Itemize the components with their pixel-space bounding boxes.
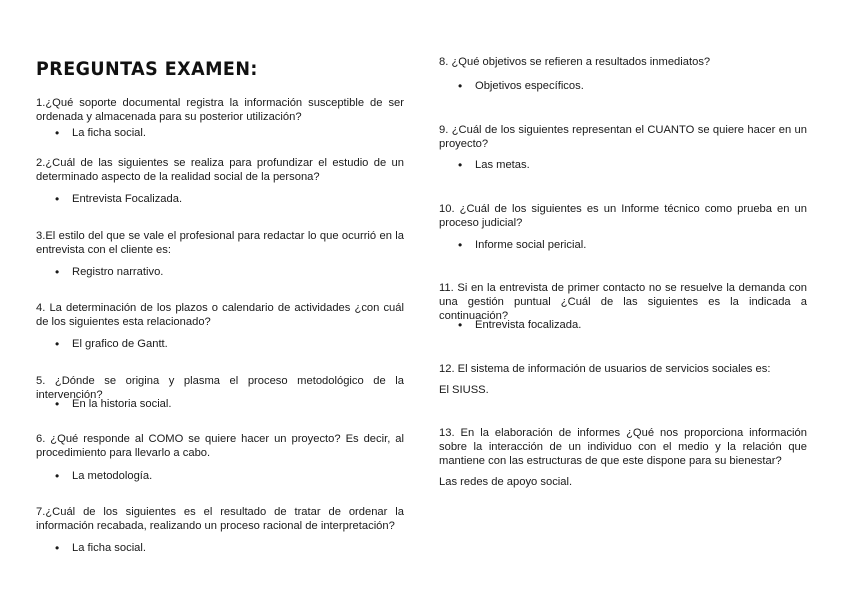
answer-text: Las metas. [475,159,530,171]
answer-text: En la historia social. [72,398,172,410]
answer-7 [55,541,147,555]
question-7: 7.¿Cuál de los siguientes es el resultado de tratar de ordenar la información recabada, realizando un proceso racional de interpretación? [36,506,404,532]
answer-2 [55,192,183,206]
answer-6 [55,469,153,483]
question-9: 9. ¿Cuál de los siguientes representan el CUANTO se quiere hacer en un proyecto? [439,124,807,150]
question-6: 6. ¿Qué responde al COMO se quiere hacer un proyecto? Es decir, al procedimiento para llevarlo a cabo. [36,433,404,459]
answer-11 [458,318,582,332]
bullet-icon: • [55,126,60,140]
question-12: 12. El sistema de información de usuarios de servicios sociales es: [439,363,771,375]
question-3: 3.El estilo del que se vale el profesional para redactar lo que ocurrió en la entrevista con el cliente es: [36,230,404,256]
bullet-icon: • [55,265,60,279]
question-10: 10. ¿Cuál de los siguientes es un Informe técnico como prueba en un proceso judicial? [439,203,807,229]
answer-10 [458,238,587,252]
bullet-icon: • [458,318,463,332]
answer-3 [55,265,164,279]
answer-text: La ficha social. [72,127,147,139]
answer-4 [55,337,168,351]
bullet-icon: • [55,192,60,206]
question-1: 1.¿Qué soporte documental registra la información susceptible de ser ordenada y almacenada para su posterior utilización? [36,97,404,123]
answer-8 [458,79,584,93]
bullet-icon: • [458,238,463,252]
answer-text: Objetivos específicos. [475,80,584,92]
bullet-icon: • [55,337,60,351]
bullet-icon: • [55,469,60,483]
question-5: 5. ¿Dónde se origina y plasma el proceso metodológico de la intervención? [36,375,404,401]
answer-text: Informe social pericial. [475,239,587,251]
answer-5 [55,397,172,411]
answer-text: El grafico de Gantt. [72,338,168,350]
answer-text: La ficha social. [72,542,147,554]
question-13: 13. En la elaboración de informes ¿Qué nos proporciona información sobre la interacción de un individuo con el medio y la relación que mantiene con las estructuras de que este dispone para su bienestar? [439,427,807,467]
answer-text: La metodología. [72,470,153,482]
answer-12: El SIUSS. [439,384,489,396]
bullet-icon: • [55,541,60,555]
bullet-icon: • [458,79,463,93]
answer-13: Las redes de apoyo social. [439,476,573,488]
question-11: 11. Si en la entrevista de primer contacto no se resuelve la demanda con una gestión puntual ¿Cuál de las siguientes es la indicada a continuación? [439,282,807,322]
answer-9 [458,158,530,172]
answer-text: Registro narrativo. [72,266,164,278]
answer-1 [55,126,147,140]
bullet-icon: • [55,397,60,411]
answer-text: Entrevista focalizada. [475,319,582,331]
page-title: PREGUNTAS EXAMEN: [36,58,258,80]
question-4: 4. La determinación de los plazos o calendario de actividades ¿con cuál de los siguientes esta relacionado? [36,302,404,328]
answer-text: Entrevista Focalizada. [72,193,183,205]
question-8: 8. ¿Qué objetivos se refieren a resultados inmediatos? [439,56,711,68]
question-2: 2.¿Cuál de las siguientes se realiza para profundizar el estudio de un determinado aspecto de la realidad social de la persona? [36,157,404,183]
bullet-icon: • [458,158,463,172]
